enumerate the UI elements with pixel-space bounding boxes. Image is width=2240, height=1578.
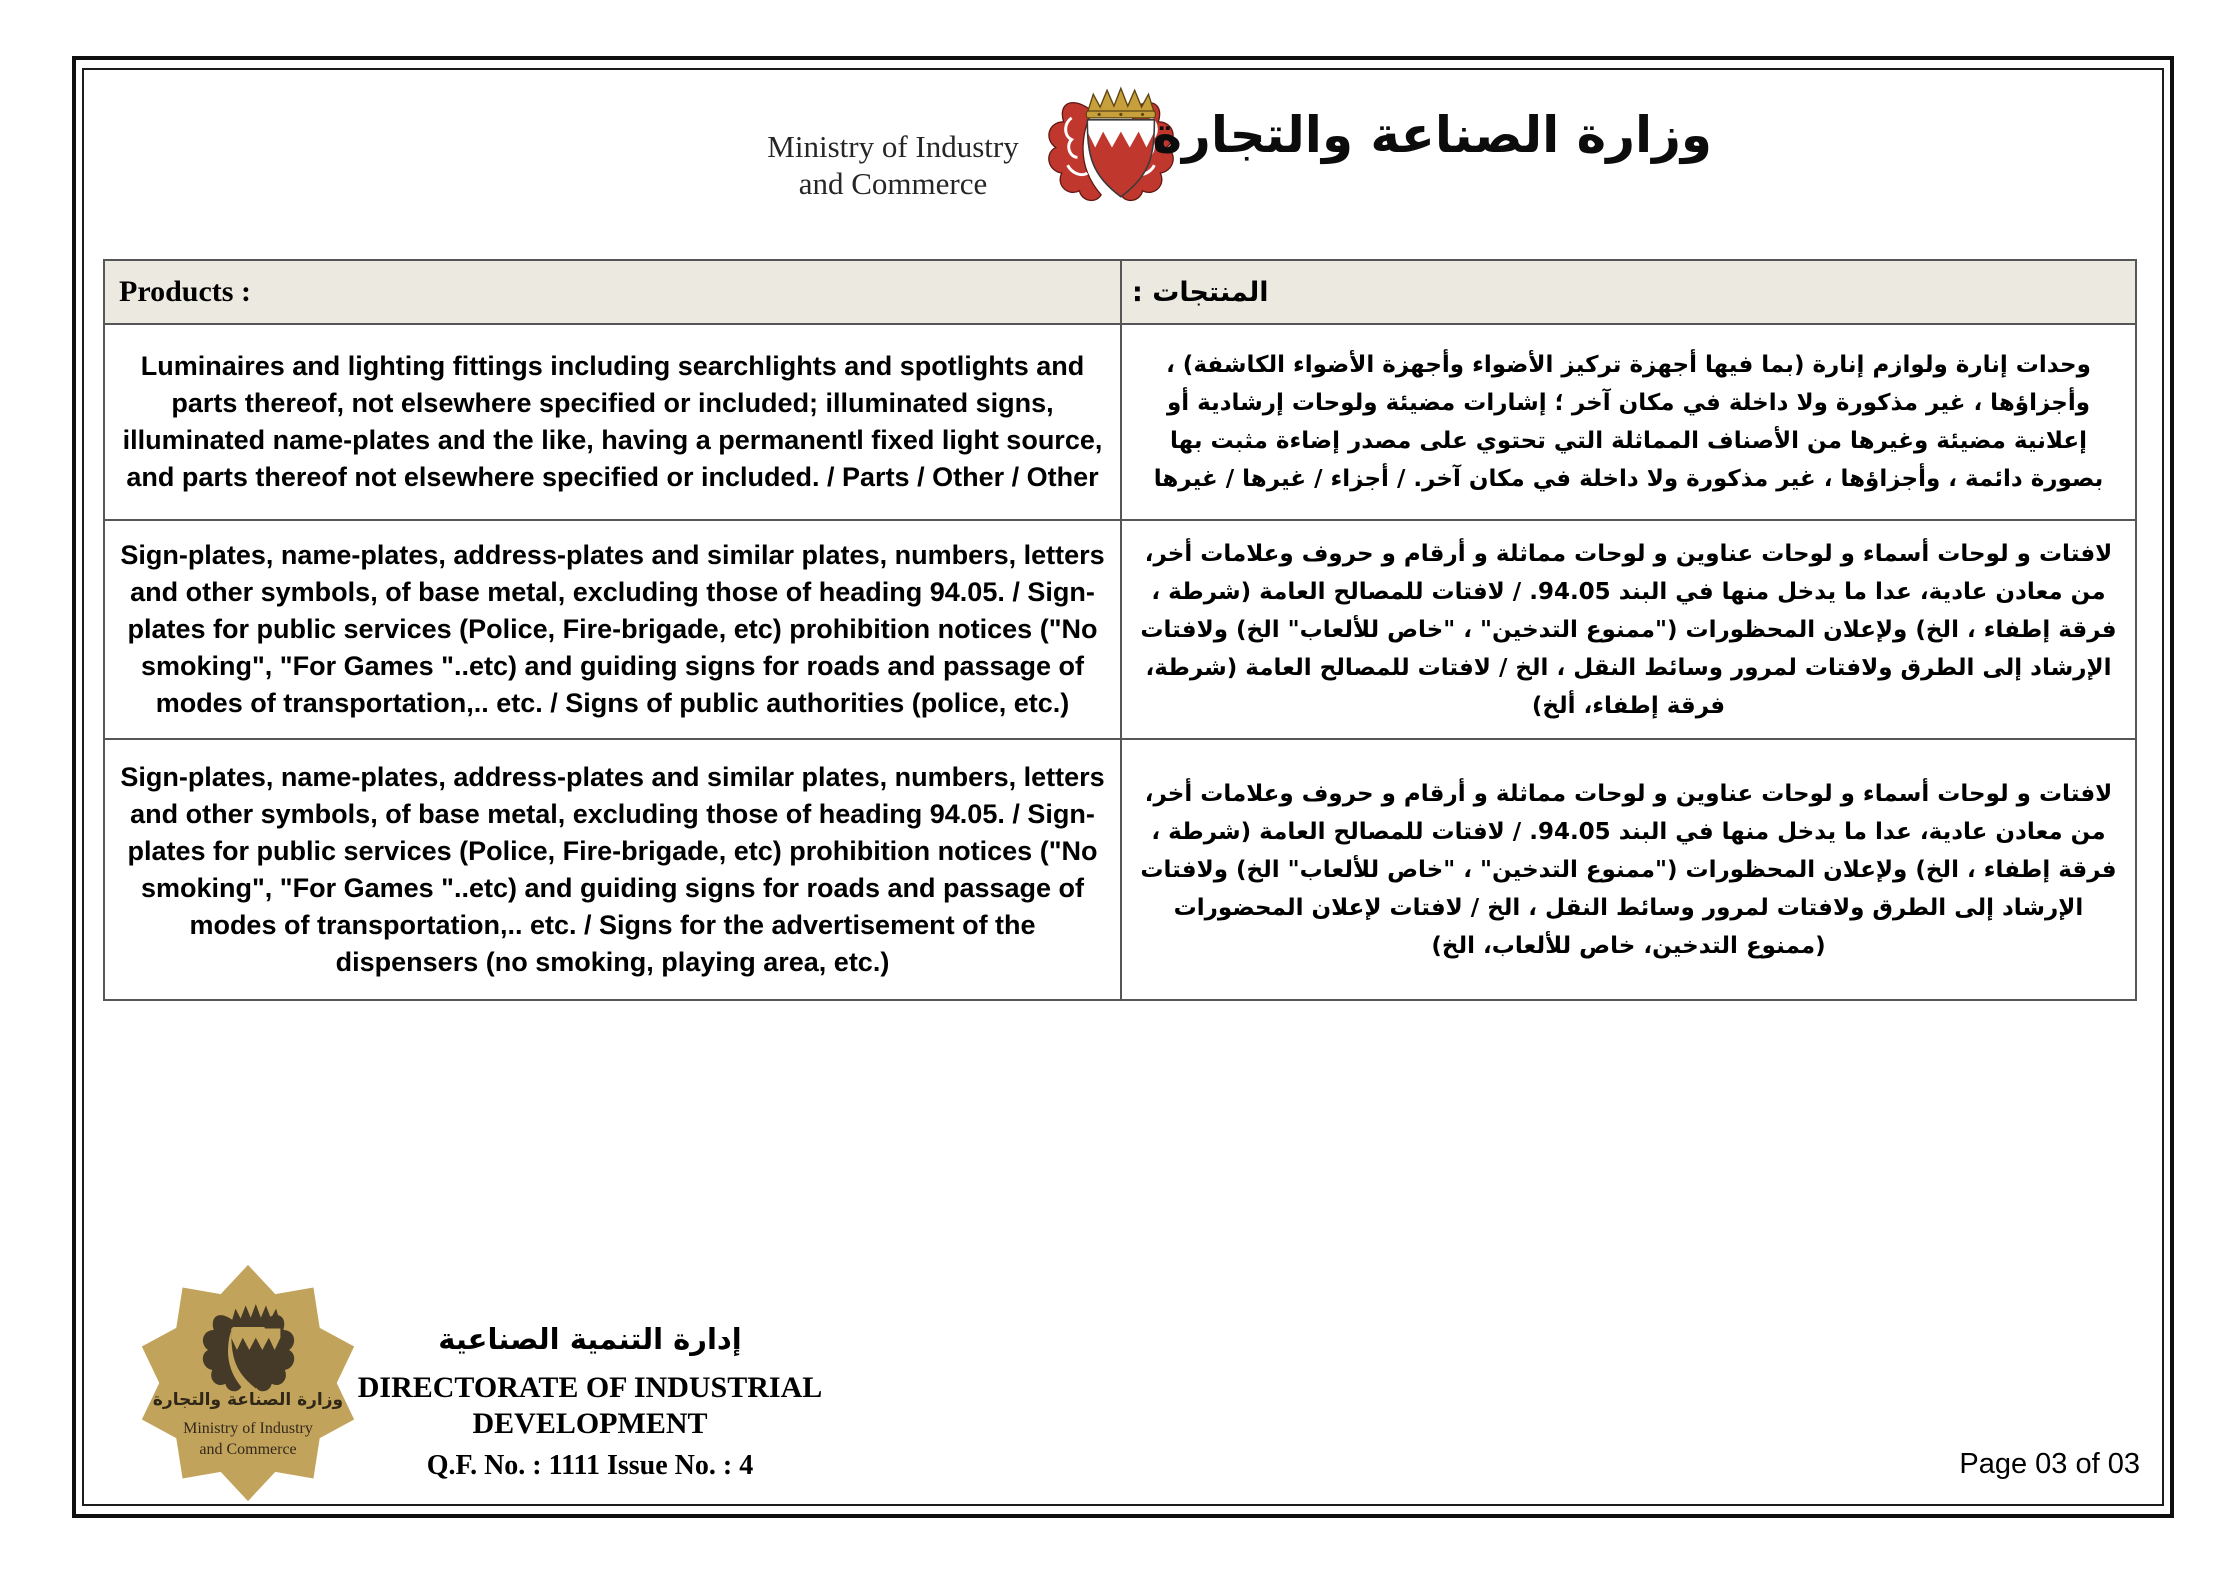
seal-arabic-calligraphy: وزارة الصناعة والتجارة	[152, 1390, 344, 1410]
ministry-seal-icon	[132, 1260, 364, 1506]
products-table	[103, 259, 2137, 1001]
qf-issue-number: Q.F. No. : 1111 Issue No. : 4	[426, 1450, 754, 1481]
directorate-block	[340, 1322, 840, 1482]
ministry-title-line1: Ministry of Industry	[767, 129, 1019, 164]
table-row	[105, 323, 2135, 519]
directorate-title-line1: DIRECTORATE OF INDUSTRIAL	[357, 1371, 823, 1404]
product-description-ar: لافتات و لوحات أسماء و لوحات عناوين و لوحات مماثلة و أرقام و حروف وعلامات أخر، من معادن عادية، عدا ما يدخل منها في البند 94.05. / لافتات للمصالح العامة (شرطة ، فرقة إطفاء ، الخ) ولإعلان المحظورات ("ممنوع التدخين" ، "خاص للألعاب" الخ) ولافتات الإرشاد إلى الطرق ولافتات لمرور وسائط النقل ، الخ / لافتات لإعلان المحضورات (ممنوع التدخين، خاص للألعاب، الخ)	[1140, 780, 2117, 959]
seal-ministry-line2: and Commerce	[199, 1441, 297, 1458]
table-row	[105, 519, 2135, 738]
table-header-products-ar: المنتجات :	[1120, 261, 2135, 323]
ministry-title-line2: and Commerce	[798, 166, 988, 201]
product-description-ar: لافتات و لوحات أسماء و لوحات عناوين و لوحات مماثلة و أرقام و حروف وعلامات أخر، من معادن عادية، عدا ما يدخل منها في البند 94.05. / لافتات للمصالح العامة (شرطة ، فرقة إطفاء ، الخ) ولإعلان المحظورات ("ممنوع التدخين" ، "خاص للألعاب" الخ) ولافتات الإرشاد إلى الطرق ولافتات لمرور وسائط النقل ، الخ / لافتات للمصالح العامة (شرطة، فرقة إطفاء، ألخ)	[1140, 540, 2117, 719]
directorate-title-line2: DEVELOPMENT	[472, 1407, 708, 1440]
product-description-en: Sign-plates, name-plates, address-plates and similar plates, numbers, letters and other symbols, of base metal, excluding those of heading 94.05. / Sign-plates for public services (Police, Fire-brigade, etc) prohibition notices ("No smoking", "For Games "..etc) and guiding signs for roads and passage of modes of transportation,.. etc. / Signs of public authorities (police, etc.)	[120, 540, 1105, 718]
table-header-row	[105, 261, 2135, 323]
seal-ministry-line1: Ministry of Industry	[183, 1420, 313, 1437]
ministry-title-arabic: وزارة الصناعة والتجارة	[1152, 106, 1712, 164]
page-number: Page 03 of 03	[1959, 1448, 2140, 1480]
directorate-title-arabic: إدارة التنمية الصناعية	[438, 1322, 742, 1356]
product-description-en: Luminaires and lighting fittings including searchlights and spotlights and parts thereof, not elsewhere specified or included; illuminated signs, illuminated name-plates and the like, having a permanentl fixed light source, and parts thereof not elsewhere specified or included. / Parts / Other / Other	[122, 351, 1103, 492]
product-description-en: Sign-plates, name-plates, address-plates and similar plates, numbers, letters and other symbols, of base metal, excluding those of heading 94.05. / Sign-plates for public services (Police, Fire-brigade, etc) prohibition notices ("No smoking", "For Games "..etc) and guiding signs for roads and passage of modes of transportation,.. etc. / Signs for the advertisement of the dispensers (no smoking, playing area, etc.)	[120, 761, 1105, 977]
product-description-ar: وحدات إنارة ولوازم إنارة (بما فيها أجهزة تركيز الأضواء وأجهزة الأضواء الكاشفة) ، وأجزاؤها ، غير مذكورة ولا داخلة في مكان آخر ؛ إشارات مضيئة ولوحات إرشادية أو إعلانية مضيئة وغيرها من الأصناف المماثلة التي تحتوي على مصدر إضاءة مثبت بها بصورة دائمة ، وأجزاؤها ، غير مذكورة ولا داخلة في مكان آخر. / أجزاء / غيرها / غيرها	[1153, 352, 2104, 492]
table-row	[105, 738, 2135, 999]
table-header-products-en: Products :	[119, 275, 251, 308]
ministry-title-english	[718, 128, 1068, 202]
